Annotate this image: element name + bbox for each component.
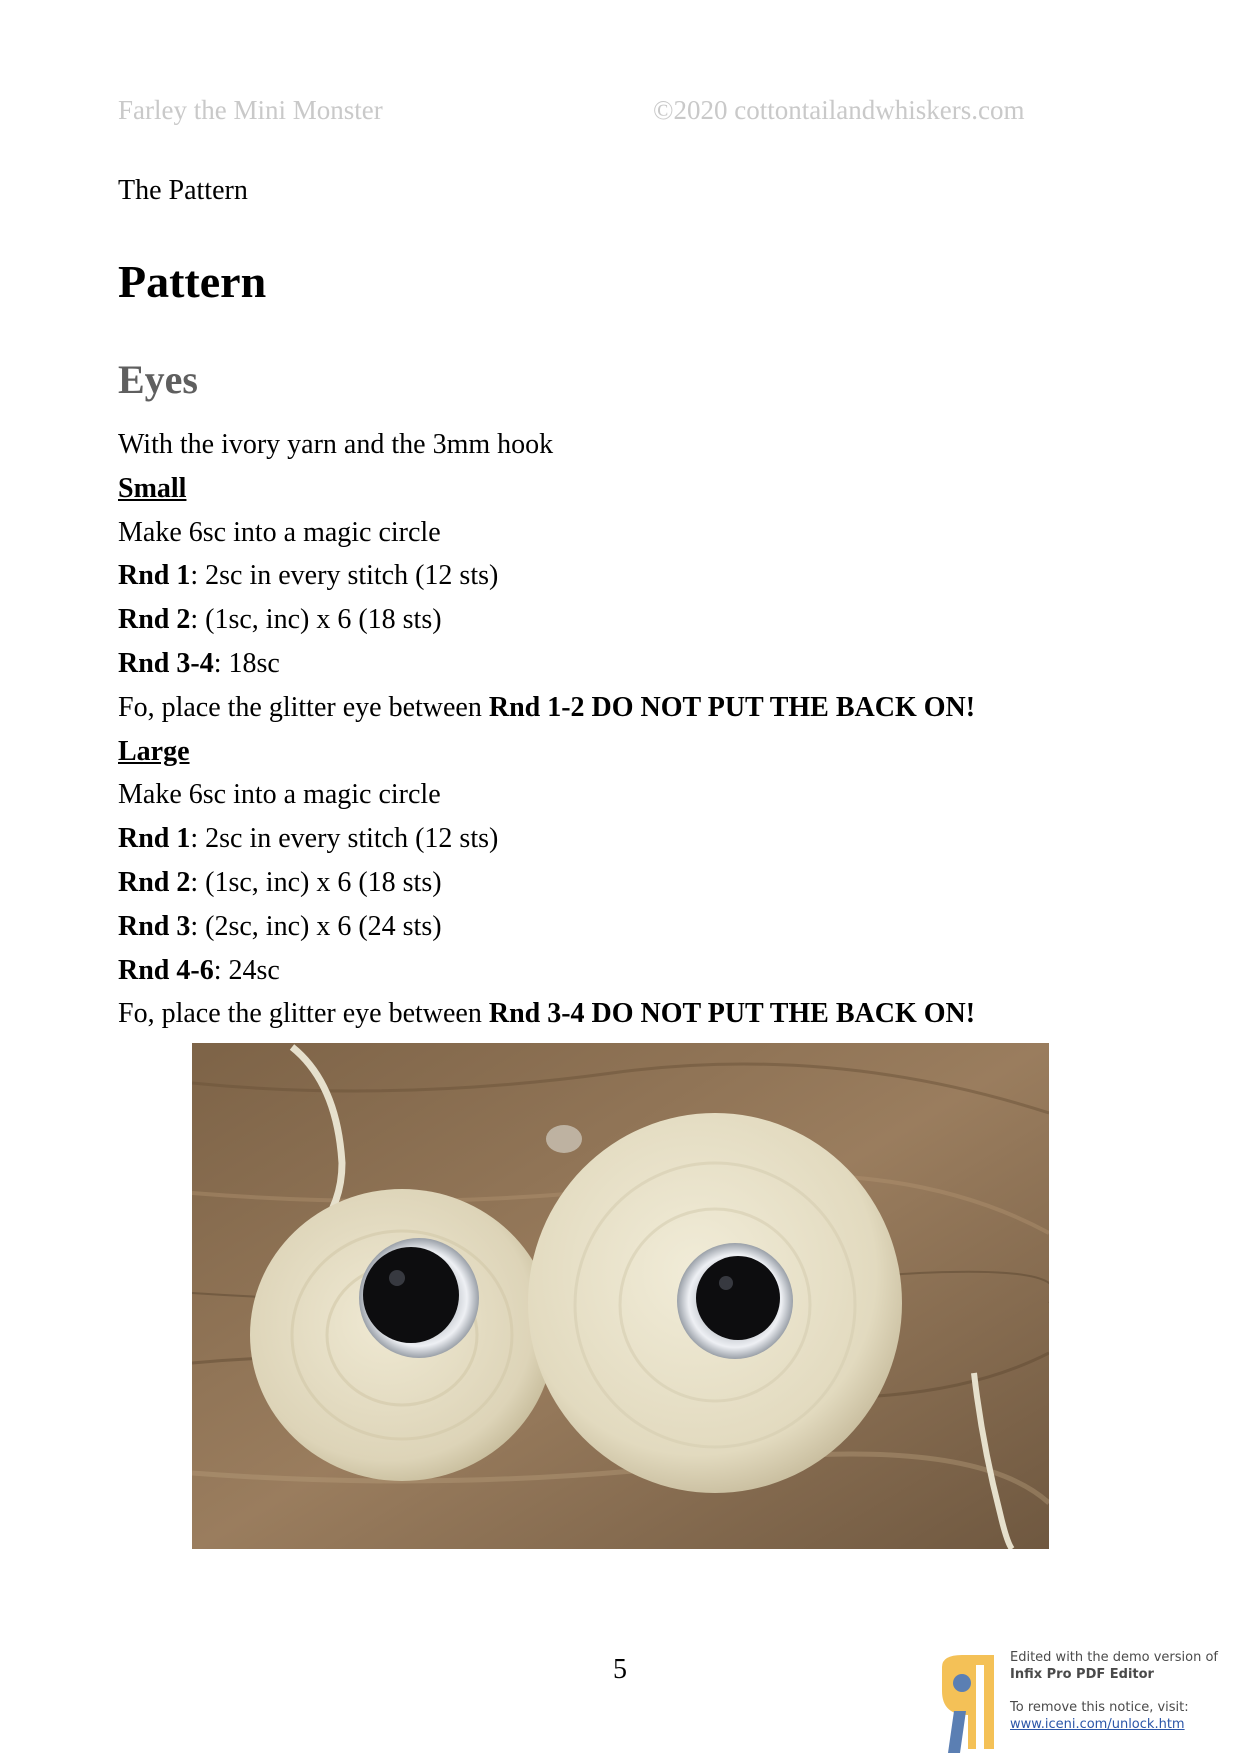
finish-text: Fo, place the glitter eye between xyxy=(118,691,489,723)
unlock-link[interactable]: www.iceni.com/unlock.htm xyxy=(1010,1717,1185,1732)
page-number: 5 xyxy=(613,1654,627,1685)
page-title: Pattern xyxy=(118,256,267,307)
finish-warning: Rnd 3-4 DO NOT PUT THE BACK ON! xyxy=(488,998,976,1030)
intro-line: With the ivory yarn and the 3mm hook xyxy=(118,429,554,460)
small-heading: Small xyxy=(118,472,187,504)
finish-text: Fo, place the glitter eye between xyxy=(118,998,489,1030)
round-text: : (1sc, inc) x 6 (18 sts) xyxy=(190,604,442,636)
large-round-2 xyxy=(118,861,1138,905)
section-breadcrumb: The Pattern xyxy=(118,175,248,206)
large-round-4 xyxy=(118,949,1138,993)
round-label: Rnd 1 xyxy=(118,560,191,592)
header-copyright: ©2020 cottontailandwhiskers.com xyxy=(653,95,1025,125)
crocheted-eyes-photo xyxy=(192,1043,1049,1549)
watermark-line-3: To remove this notice, visit: xyxy=(1010,1700,1189,1715)
round-text: : (2sc, inc) x 6 (24 sts) xyxy=(190,910,442,942)
watermark-line-2: Infix Pro PDF Editor xyxy=(1010,1667,1154,1682)
demo-watermark xyxy=(932,1645,1237,1755)
finish-warning: Rnd 1-2 DO NOT PUT THE BACK ON! xyxy=(488,691,976,723)
large-start: Make 6sc into a magic circle xyxy=(118,779,441,811)
round-label: Rnd 4-6 xyxy=(118,954,214,986)
large-heading: Large xyxy=(118,735,190,767)
section-heading-eyes: Eyes xyxy=(118,357,198,402)
round-label: Rnd 1 xyxy=(118,823,191,855)
large-round-1 xyxy=(118,817,1138,861)
round-text: : 18sc xyxy=(213,647,280,679)
infix-logo-icon xyxy=(932,1653,1004,1757)
round-text: : 2sc in every stitch (12 sts) xyxy=(190,823,499,855)
small-round-3 xyxy=(118,642,1138,686)
round-text: : (1sc, inc) x 6 (18 sts) xyxy=(190,866,442,898)
round-label: Rnd 2 xyxy=(118,866,191,898)
round-label: Rnd 3-4 xyxy=(118,647,214,679)
round-text: : 2sc in every stitch (12 sts) xyxy=(190,560,499,592)
pattern-instructions xyxy=(118,423,1138,1036)
round-label: Rnd 2 xyxy=(118,604,191,636)
header-doc-title: Farley the Mini Monster xyxy=(118,95,383,125)
large-round-3 xyxy=(118,905,1138,949)
watermark-line-1: Edited with the demo version of xyxy=(1010,1650,1219,1665)
round-label: Rnd 3 xyxy=(118,910,191,942)
small-finish xyxy=(118,686,1138,730)
small-round-1 xyxy=(118,554,1138,598)
large-finish xyxy=(118,992,1138,1036)
small-start: Make 6sc into a magic circle xyxy=(118,516,441,548)
small-round-2 xyxy=(118,598,1138,642)
round-text: : 24sc xyxy=(213,954,280,986)
